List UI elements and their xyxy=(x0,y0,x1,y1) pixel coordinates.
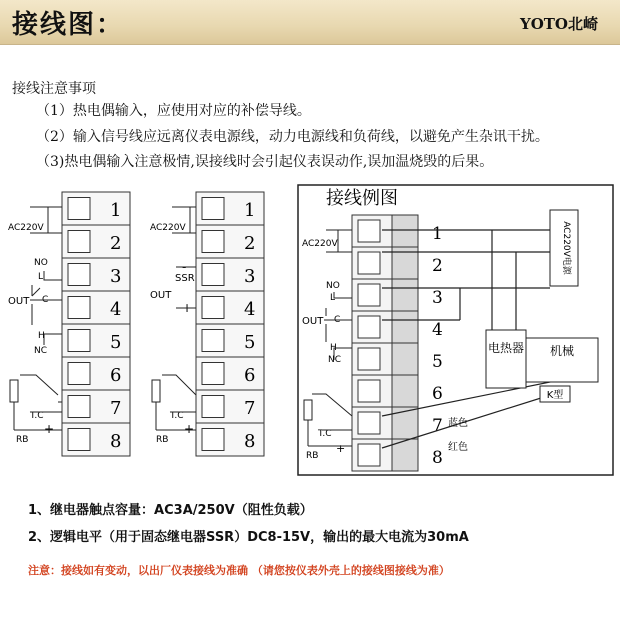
d3-rb-label: RB xyxy=(306,451,319,461)
d3-c-label: C xyxy=(334,315,341,325)
terminal-number: 6 xyxy=(110,365,122,386)
d2-ssr-label: SSR xyxy=(175,273,195,284)
machine-label: 机械 xyxy=(549,344,575,358)
blue-label: 蓝色 xyxy=(448,418,468,429)
terminal-screw xyxy=(68,231,90,253)
d2-rb-label: RB xyxy=(156,435,169,445)
d2-power-label: AC220V xyxy=(150,223,186,233)
terminal-screw xyxy=(68,264,90,286)
d1-c-label: C xyxy=(42,295,49,305)
terminal-blocks xyxy=(62,192,443,471)
terminal-screw xyxy=(358,412,380,434)
terminal-number: 4 xyxy=(432,320,443,340)
header-divider xyxy=(0,44,620,45)
terminal-screw xyxy=(358,380,380,402)
d1-l-label: L xyxy=(38,272,44,282)
terminal-screw xyxy=(68,198,90,220)
terminal-number: 8 xyxy=(244,431,256,452)
terminal-screw xyxy=(358,284,380,306)
d1-rb-label: RB xyxy=(16,435,29,445)
diagram3-wiring-left xyxy=(304,230,352,446)
terminal-side xyxy=(392,343,418,375)
block-2 xyxy=(196,192,264,456)
diagram1-wiring xyxy=(10,207,62,430)
k-type-label: K型 xyxy=(546,390,564,401)
d2-tc-label: T.C xyxy=(170,411,184,421)
terminal-side xyxy=(392,375,418,407)
terminal-number: 2 xyxy=(244,233,256,254)
d3-nc-label: NC xyxy=(328,355,342,365)
d2-minus: - xyxy=(182,260,187,274)
d1-h-label: H xyxy=(38,331,45,341)
d1-no-label: NO xyxy=(34,258,48,268)
d1-plus: + xyxy=(44,422,55,436)
d3-l-label: L xyxy=(330,293,336,303)
heater-box xyxy=(486,330,526,388)
example-title: 接线例图 xyxy=(326,188,398,209)
terminal-number: 2 xyxy=(110,233,122,254)
d1-power-label: AC220V xyxy=(8,223,44,233)
terminal-side xyxy=(392,311,418,343)
terminal-screw xyxy=(68,429,90,451)
terminal-number: 3 xyxy=(244,266,256,287)
terminal-screw xyxy=(202,297,224,319)
d3-power-label: AC220V xyxy=(302,239,338,249)
terminal-number: 5 xyxy=(432,352,443,372)
warning-note: 注意：接线如有变动，以出厂仪表接线为准确 （请您按仪表外壳上的接线图接线为准） xyxy=(28,564,450,577)
terminal-side xyxy=(392,215,418,247)
d2-plus-tc: + xyxy=(184,422,195,436)
terminal-number: 2 xyxy=(432,256,443,276)
block-1 xyxy=(62,192,130,456)
note-1: （1）热电偶输入，应使用对应的补偿导线。 xyxy=(36,103,311,119)
terminal-screw xyxy=(358,220,380,242)
red-label: 红色 xyxy=(448,442,468,453)
terminal-number: 6 xyxy=(432,384,443,404)
terminal-screw xyxy=(358,348,380,370)
relay-capacity-note: 1、继电器触点容量：AC3A/250V（阻性负载） xyxy=(28,503,313,518)
terminal-screw xyxy=(358,316,380,338)
terminal-screw xyxy=(202,429,224,451)
terminal-number: 4 xyxy=(110,299,122,320)
terminal-screw xyxy=(202,198,224,220)
load-label: AC220V电源 xyxy=(561,221,571,275)
terminal-number: 7 xyxy=(432,416,443,436)
terminal-number: 7 xyxy=(244,398,256,419)
terminal-screw xyxy=(68,363,90,385)
d1-nc-label: NC xyxy=(34,346,48,356)
wiring-svg xyxy=(0,180,620,480)
d1-tc-label: T.C xyxy=(30,411,44,421)
terminal-screw xyxy=(358,252,380,274)
terminal-number: 8 xyxy=(432,448,443,468)
d3-h-label: H xyxy=(330,343,337,353)
terminal-number: 1 xyxy=(110,200,122,221)
terminal-number: 3 xyxy=(110,266,122,287)
terminal-number: 5 xyxy=(110,332,122,353)
terminal-screw xyxy=(68,396,90,418)
d3-out-label: OUT xyxy=(302,316,324,327)
d2-out-label: OUT xyxy=(150,290,172,301)
notes-title: 接线注意事项 xyxy=(12,81,96,97)
header-bar xyxy=(0,0,620,44)
terminal-screw xyxy=(202,231,224,253)
terminal-number: 8 xyxy=(110,431,122,452)
terminal-number: 1 xyxy=(244,200,256,221)
terminal-screw xyxy=(68,297,90,319)
terminal-number: 1 xyxy=(432,224,443,244)
d2-plus: + xyxy=(182,301,193,315)
terminal-screw xyxy=(202,330,224,352)
terminal-number: 6 xyxy=(244,365,256,386)
page-title: 接线图： xyxy=(12,10,125,40)
terminal-number: 4 xyxy=(244,299,256,320)
heater-label: 电热器 xyxy=(487,341,525,355)
terminal-number: 5 xyxy=(244,332,256,353)
diagram2-wiring xyxy=(152,207,196,430)
terminal-screw xyxy=(202,264,224,286)
terminal-screw xyxy=(68,330,90,352)
terminal-number: 3 xyxy=(432,288,443,308)
terminal-side xyxy=(392,279,418,311)
terminal-screw xyxy=(202,363,224,385)
note-2: （2）输入信号线应远离仪表电源线，动力电源线和负荷线，以避免产生杂讯干扰。 xyxy=(36,129,549,145)
d3-no-label: NO xyxy=(326,281,340,291)
d3-tc-label: T.C xyxy=(318,429,332,439)
d3-plus: + xyxy=(336,442,346,455)
d1-out-label: OUT xyxy=(8,296,30,307)
terminal-screw xyxy=(358,444,380,466)
logic-level-note: 2、逻辑电平（用于固态继电器SSR）DC8-15V，输出的最大电流为30mA xyxy=(28,530,469,545)
terminal-number: 7 xyxy=(110,398,122,419)
wiring-diagrams xyxy=(0,180,620,480)
terminal-screw xyxy=(202,396,224,418)
note-3: （3)热电偶输入注意极情,误接线时会引起仪表误动作,误加温烧毁的后果。 xyxy=(36,154,494,170)
brand-label: YOTO北崎 xyxy=(519,15,598,33)
